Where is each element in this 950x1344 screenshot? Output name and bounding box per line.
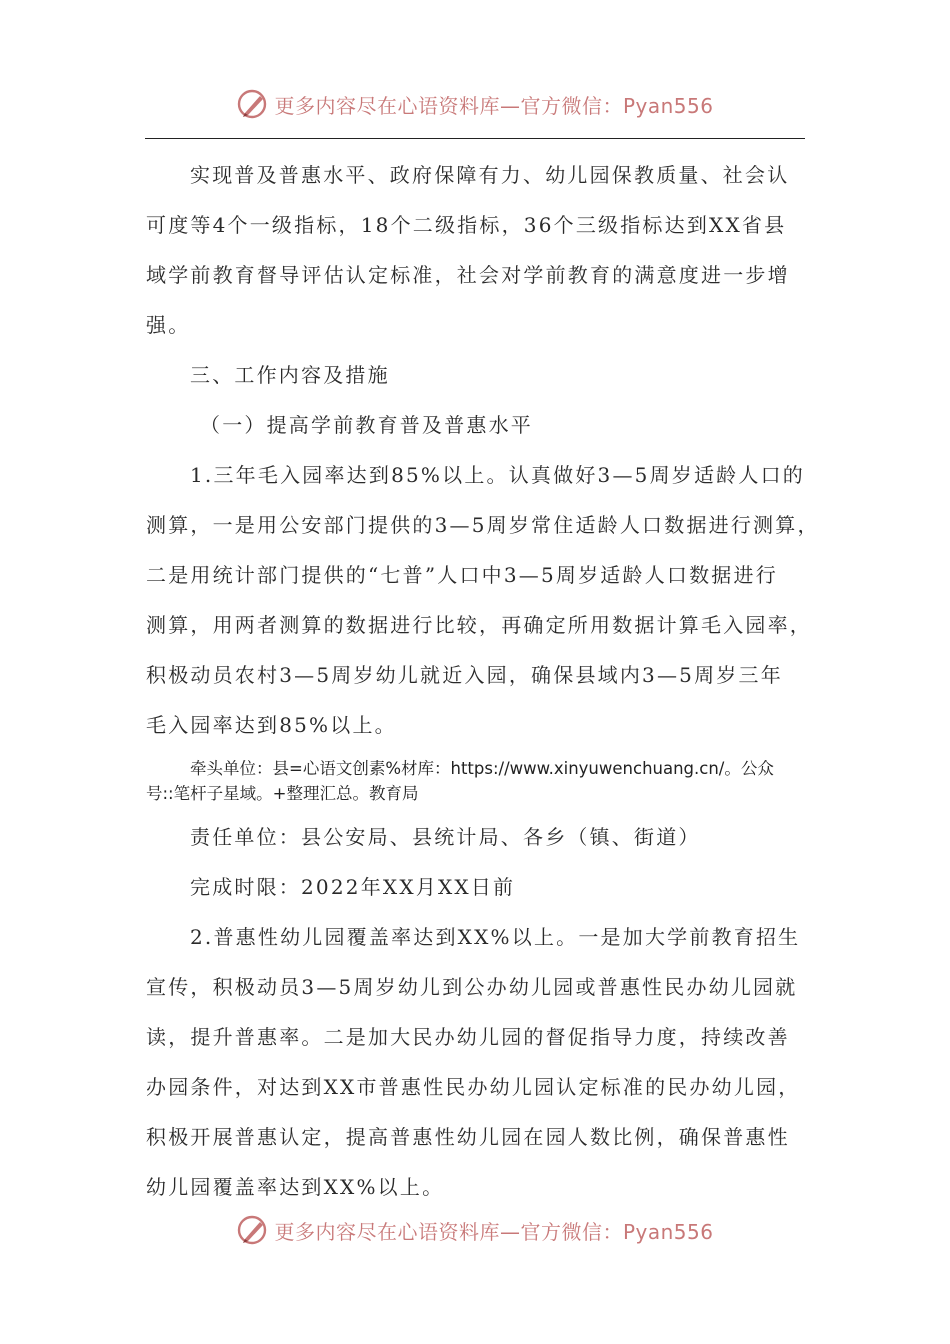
lead-unit-line-2: 号::笔杆子星域。+整理汇总。教育局	[146, 784, 419, 803]
subsection-heading-1: （一）提高学前教育普及普惠水平	[200, 413, 533, 437]
item2-line-5: 积极开展普惠认定，提高普惠性幼儿园在园人数比例，确保普惠性	[146, 1125, 790, 1149]
item1-line-3: 二是用统计部门提供的“七普”人口中3—5周岁适龄人口数据进行	[146, 563, 778, 587]
item2-line-1: 2.普惠性幼儿园覆盖率达到XX%以上。一是加大学前教育招生	[190, 925, 801, 949]
para1-line-4: 强。	[146, 313, 191, 337]
item2-line-6: 幼儿园覆盖率达到XX%以上。	[146, 1175, 445, 1199]
para1-line-3: 域学前教育督导评估认定标准，社会对学前教育的满意度进一步增	[146, 263, 790, 287]
item1-line-5: 积极动员农村3—5周岁幼儿就近入园，确保县域内3—5周岁三年	[146, 663, 783, 687]
item1-line-1: 1.三年毛入园率达到85%以上。认真做好3—5周岁适龄人口的	[190, 463, 805, 487]
item2-line-4: 办园条件，对达到XX市普惠性民办幼儿园认定标准的民办幼儿园，	[146, 1075, 801, 1099]
header-divider	[145, 138, 805, 139]
para1-line-2: 可度等4个一级指标，18个二级指标，36个三级指标达到XX省县	[146, 213, 787, 237]
section-heading-3: 三、工作内容及措施	[190, 363, 390, 387]
item1-line-4: 测算，用两者测算的数据进行比较，再确定所用数据计算毛入园率，	[146, 613, 812, 637]
lead-unit-note	[146, 750, 806, 812]
responsible-units: 责任单位：县公安局、县统计局、各乡（镇、街道）	[190, 825, 701, 849]
lead-unit-line-1: 牵头单位：县=心语文创素%材库：https://www.xinyuwenchuang.cn/。公众	[190, 759, 774, 778]
pen-logo-icon	[236, 1213, 270, 1247]
footer-banner-text: 更多内容尽在心语资料库—官方微信：Pyan556	[274, 1219, 714, 1244]
para1-line-1: 实现普及普惠水平、政府保障有力、幼儿园保教质量、社会认	[190, 163, 790, 187]
footer-banner	[0, 1210, 950, 1250]
pen-logo-icon	[236, 87, 270, 121]
item2-line-2: 宣传，积极动员3—5周岁幼儿到公办幼儿园或普惠性民办幼儿园就	[146, 975, 798, 999]
document-body	[146, 150, 820, 1212]
header-banner	[0, 84, 950, 124]
header-banner-text: 更多内容尽在心语资料库—官方微信：Pyan556	[274, 93, 714, 118]
item1-line-2: 测算，一是用公安部门提供的3—5周岁常住适龄人口数据进行测算，	[146, 513, 820, 537]
deadline: 完成时限：2022年XX月XX日前	[190, 875, 516, 899]
item2-line-3: 读，提升普惠率。二是加大民办幼儿园的督促指导力度，持续改善	[146, 1025, 790, 1049]
item1-line-6: 毛入园率达到85%以上。	[146, 713, 397, 737]
